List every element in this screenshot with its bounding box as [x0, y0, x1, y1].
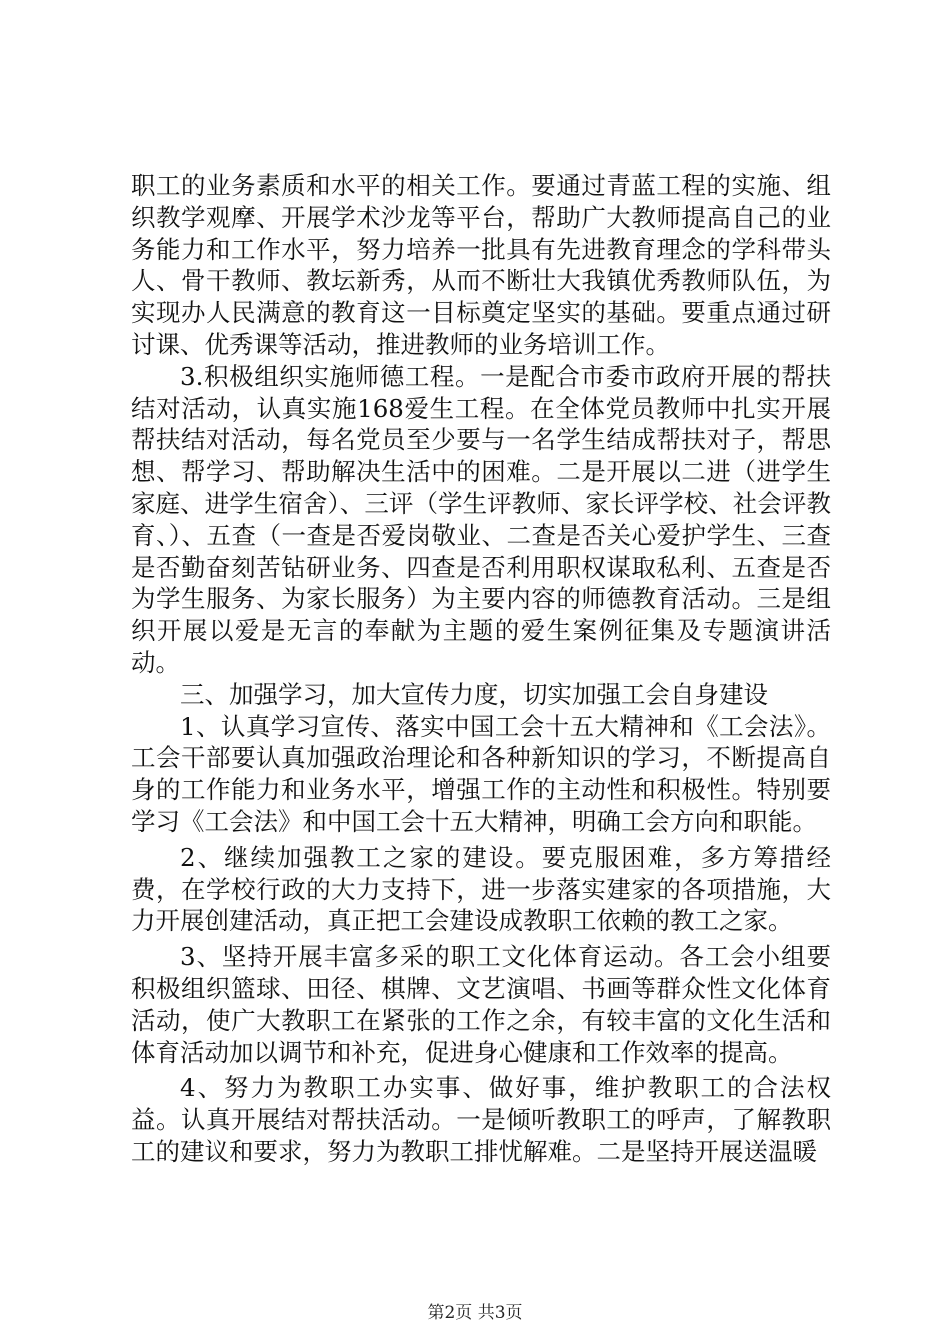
page-footer: 第2页 共3页	[427, 1303, 523, 1323]
paragraph-item-1: 1、认真学习宣传、落实中国工会十五大精神和《工会法》。工会干部要认真加强政治理论和各种新知识的学习，不断提高自身的工作能力和业务水平，增强工作的主动性和积极性。特别要学习《工会法》和中国工会十五大精神，明确工会方向和职能。	[131, 711, 831, 836]
paragraph-item-3: 3、坚持开展丰富多采的职工文化体育运动。各工会小组要积极组织篮球、田径、棋牌、文艺演唱、书画等群众性文化体育活动，使广大教职工在紧张的工作之余，有较丰富的文化生活和体育活动加以调节和补充，促进身心健康和工作效率的提高。	[131, 942, 831, 1067]
paragraph-item-4: 4、努力为教职工办实事、做好事，维护教职工的合法权益。认真开展结对帮扶活动。一是倾听教职工的呼声，了解教职工的建议和要求，努力为教职工排忧解难。二是坚持开展送温暖	[131, 1073, 831, 1166]
paragraph-continuation: 职工的业务素质和水平的相关工作。要通过青蓝工程的实施、组织教学观摩、开展学术沙龙等平台，帮助广大教师提高自己的业务能力和工作水平，努力培养一批具有先进教育理念的学科带头人、骨干教师、教坛新秀，从而不断壮大我镇优秀教师队伍，为实现办人民满意的教育这一目标奠定坚实的基础。要重点通过研讨课、优秀课等活动，推进教师的业务培训工作。	[131, 171, 831, 359]
paragraph-item-2: 2、继续加强教工之家的建设。要克服困难，多方筹措经费，在学校行政的大力支持下，进一步落实建家的各项措施，大力开展创建活动，真正把工会建设成教职工依赖的教工之家。	[131, 842, 831, 936]
document-body	[131, 170, 831, 1168]
paragraph-teacher-ethics: 3.积极组织实施师德工程。一是配合市委市政府开展的帮扶结对活动，认真实施168爱生工程。在全体党员教师中扎实开展帮扶结对活动，每名党员至少要与一名学生结成帮扶对子，帮思想、帮学习、帮助解决生活中的困难。二是开展以二进（进学生家庭、进学生宿舍）、三评（学生评教师、家长评学校、社会评教育、）、五查（一查是否爱岗敬业、二查是否关心爱护学生、三查是否勤奋刻苦钻研业务、四查是否利用职权谋取私利、五查是否为学生服务、为家长服务）为主要内容的师德教育活动。三是组织开展以爱是无言的奉献为主题的爱生案例征集及专题演讲活动。	[131, 361, 831, 677]
section-heading-three: 三、加强学习，加大宣传力度，切实加强工会自身建设	[180, 679, 768, 709]
